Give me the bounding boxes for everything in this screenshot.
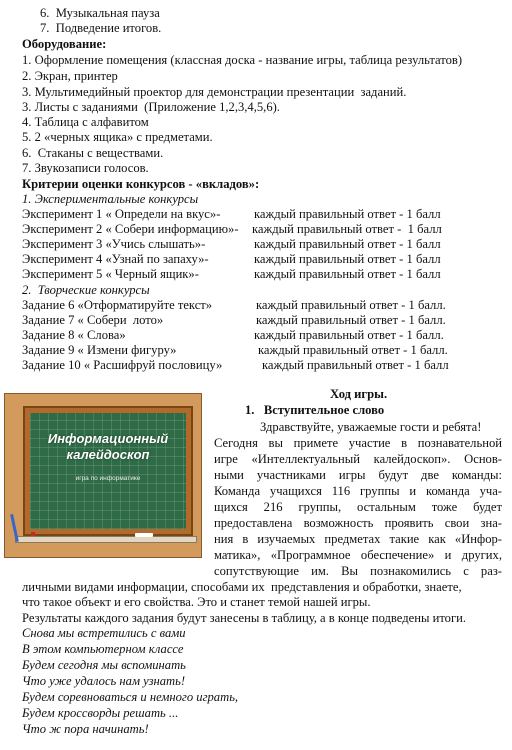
intro-line: Сегодня вы примете участие в познавательной bbox=[214, 436, 502, 450]
task-name: Задание 6 «Отформатируйте текст» bbox=[22, 298, 213, 312]
experiment-name: Эксперимент 4 «Узнай по запаху»- bbox=[22, 252, 209, 266]
intro-subheading: 1. Вступительное слово bbox=[245, 403, 385, 417]
experiment-score: каждый правильный ответ - 1 балл bbox=[254, 207, 441, 221]
intro-line: личными видами информации, способами их представления и обработки, знаете, bbox=[22, 580, 462, 594]
equipment-item: 3. Листы с заданиями (Приложение 1,2,3,4,5,6). bbox=[22, 100, 280, 114]
equipment-item: 5. 2 «черных ящика» с предметами. bbox=[22, 130, 213, 144]
poem-line: Будем соревноваться и немного играть, bbox=[22, 690, 239, 704]
experiment-name: Эксперимент 5 « Черный ящик»- bbox=[22, 267, 199, 281]
task-score: каждый правильный ответ - 1 балл bbox=[262, 358, 449, 372]
task-name: Задание 9 « Измени фигуру» bbox=[22, 343, 177, 357]
board-subtitle: игра по информатике bbox=[75, 475, 141, 482]
experiment-name: Эксперимент 1 « Определи на вкус»- bbox=[22, 207, 221, 221]
eraser bbox=[31, 532, 35, 536]
task-name: Задание 8 « Слова» bbox=[22, 328, 126, 342]
experiment-name: Эксперимент 3 «Учись слышать»- bbox=[22, 237, 206, 251]
criteria-section-experiments: 1. Экспериментальные конкурсы bbox=[22, 192, 199, 206]
board-title: Информационный калейдоскоп bbox=[47, 431, 169, 462]
experiment-score: каждый правильный ответ - 1 балл bbox=[254, 237, 441, 251]
chalk-ledge bbox=[15, 536, 197, 543]
experiment-score: каждый правильный ответ - 1 балл bbox=[254, 252, 441, 266]
task-score: каждый правильный ответ - 1 балл. bbox=[256, 313, 446, 327]
poem-line: Будем кроссворды решать ... bbox=[22, 706, 179, 720]
experiment-score: каждый правильный ответ - 1 балл bbox=[252, 222, 442, 236]
intro-line: сопутствующие им. Вы познакомились с раз- bbox=[214, 564, 502, 578]
results-line: Результаты каждого задания будут занесены в таблицу, а в конце подведены итоги. bbox=[22, 611, 467, 625]
intro-line: предоставлена возможность проявить свои зна- bbox=[214, 516, 502, 530]
task-score: каждый правильный ответ - 1 балл. bbox=[258, 343, 448, 357]
task-score: каждый правильный ответ - 1 балл. bbox=[254, 328, 444, 342]
poem-line: Что уже удалось нам узнать! bbox=[22, 674, 186, 688]
poem-line: В этом компьютерном классе bbox=[22, 642, 184, 656]
equipment-item: 2. Экран, принтер bbox=[22, 69, 118, 83]
chalkboard-frame bbox=[23, 406, 193, 536]
agenda-item-6: 6. Музыкальная пауза bbox=[40, 6, 160, 20]
pencil-icon bbox=[10, 514, 19, 542]
intro-line: что такое объект и его свойства. Это и станет темой нашей игры. bbox=[22, 595, 371, 609]
agenda-item-7: 7. Подведение итогов. bbox=[40, 21, 162, 35]
chalkboard bbox=[30, 413, 186, 529]
criteria-heading: Критерии оценки конкурсов - «вкладов»: bbox=[22, 177, 260, 191]
intro-line: ными участниками игры будут две команды: bbox=[214, 468, 502, 482]
poem-line: Что ж пора начинать! bbox=[22, 722, 149, 736]
poem-line: Будем сегодня мы вспоминать bbox=[22, 658, 186, 672]
equipment-item: 7. Звукозаписи голосов. bbox=[22, 161, 149, 175]
equipment-item: 6. Стаканы с веществами. bbox=[22, 146, 164, 160]
criteria-section-creative: 2. Творческие конкурсы bbox=[22, 283, 150, 297]
task-name: Задание 10 « Расшифруй пословицу» bbox=[22, 358, 223, 372]
task-score: каждый правильный ответ - 1 балл. bbox=[256, 298, 446, 312]
equipment-item: 3. Мультимедийный проектор для демонстрации презентации заданий. bbox=[22, 85, 407, 99]
intro-line: ния в изучаемых предметах такие как «Инфор- bbox=[214, 532, 502, 546]
equipment-item: 4. Таблица с алфавитом bbox=[22, 115, 149, 129]
intro-line: щихся 216 группы, остальным тоже будет bbox=[214, 500, 502, 514]
equipment-heading: Оборудование: bbox=[22, 37, 107, 51]
game-heading: Ход игры. bbox=[330, 387, 388, 401]
intro-line: игре «Интеллектуальный калейдоскоп». Основ- bbox=[214, 452, 502, 466]
intro-line: Команда учащихся 116 группы и команда уча- bbox=[214, 484, 502, 498]
experiment-score: каждый правильный ответ - 1 балл bbox=[254, 267, 441, 281]
intro-line: Здравствуйте, уважаемые гости и ребята! bbox=[260, 420, 482, 434]
chalkboard-illustration bbox=[4, 393, 202, 558]
chalk-piece bbox=[135, 533, 153, 537]
equipment-item: 1. Оформление помещения (классная доска - название игры, таблица результатов) bbox=[22, 53, 463, 67]
intro-line: матика», «Программное обеспечение» и других, bbox=[214, 548, 502, 562]
poem-line: Снова мы встретились с вами bbox=[22, 626, 186, 640]
experiment-name: Эксперимент 2 « Собери информацию»- bbox=[22, 222, 239, 236]
task-name: Задание 7 « Собери лото» bbox=[22, 313, 164, 327]
